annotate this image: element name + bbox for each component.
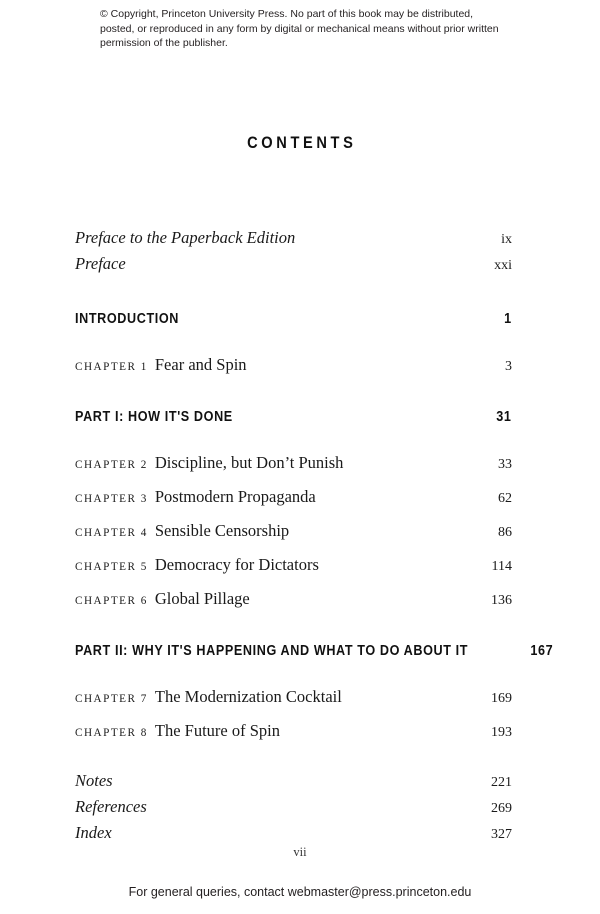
- toc-entry-page: 1: [504, 311, 512, 327]
- chapter-number: CHAPTER 6: [75, 595, 148, 607]
- toc-entry-label: [75, 589, 250, 609]
- toc-entry-notes[interactable]: [75, 771, 512, 797]
- toc-entry-introduction[interactable]: [75, 311, 512, 331]
- toc-entry-label: [75, 687, 342, 707]
- chapter-number: CHAPTER 3: [75, 493, 148, 505]
- toc-entry-chapter-5[interactable]: [75, 555, 512, 578]
- general-queries-line: For general queries, contact webmaster@press.princeton.edu: [128, 885, 472, 899]
- toc-entry-page: 62: [498, 491, 512, 506]
- chapter-title: Democracy for Dictators: [154, 555, 319, 574]
- toc-entry-chapter-2[interactable]: [75, 453, 512, 476]
- chapter-title: Postmodern Propaganda: [154, 487, 316, 506]
- toc-entry-label: References: [75, 797, 147, 816]
- spacer: [75, 578, 512, 589]
- page-folio: vii: [293, 845, 307, 859]
- toc-entry-page: 221: [491, 775, 512, 790]
- toc-entry-page: 327: [491, 827, 512, 842]
- spacer: [75, 544, 512, 555]
- toc-entry-page: 31: [496, 409, 512, 425]
- spacer: [75, 280, 512, 311]
- toc-entry-page: 33: [498, 457, 512, 472]
- toc-entry-label: PART I: HOW IT'S DONE: [75, 409, 233, 425]
- chapter-title: The Future of Spin: [154, 721, 280, 740]
- toc-entry-label: Index: [75, 823, 112, 842]
- toc-entry-page: ix: [501, 232, 512, 247]
- spacer: [75, 476, 512, 487]
- toc-entry-chapter-7[interactable]: [75, 687, 512, 710]
- toc-entry-preface-paperback[interactable]: [75, 228, 512, 254]
- toc-entry-chapter-6[interactable]: [75, 589, 512, 612]
- toc-entry-page: 3: [505, 359, 512, 374]
- toc-entry-page: 169: [491, 691, 512, 706]
- spacer: [75, 331, 512, 355]
- toc-entry-page: 193: [491, 725, 512, 740]
- toc-entry-preface[interactable]: [75, 254, 512, 280]
- spacer: [75, 612, 512, 643]
- chapter-title: Fear and Spin: [154, 355, 247, 374]
- spacer: [75, 510, 512, 521]
- spacer: [75, 429, 512, 453]
- toc-entry-label: Notes: [75, 771, 113, 790]
- toc-entry-page: 167: [530, 643, 554, 659]
- toc-entry-label: [75, 721, 280, 741]
- chapter-title: Discipline, but Don’t Punish: [154, 453, 344, 472]
- spacer: [75, 710, 512, 721]
- toc-entry-chapter-4[interactable]: [75, 521, 512, 544]
- chapter-number: CHAPTER 4: [75, 527, 148, 539]
- toc-entry-label: [75, 521, 289, 541]
- toc-entry-part-2[interactable]: [75, 643, 554, 663]
- toc-entry-page: xxi: [494, 258, 512, 273]
- toc-entry-label: Preface to the Paperback Edition: [75, 228, 296, 247]
- copyright-notice: © Copyright, Princeton University Press. No part of this book may be distributed, posted, or reproduced in any form by digital or mechanical means without prior written permission of the publisher.: [100, 8, 499, 50]
- chapter-number: CHAPTER 1: [75, 361, 148, 373]
- toc-entry-chapter-1[interactable]: [75, 355, 512, 378]
- chapter-title: The Modernization Cocktail: [154, 687, 342, 706]
- toc-entry-label: INTRODUCTION: [75, 311, 180, 327]
- toc-entry-label: [75, 487, 316, 507]
- toc-entry-label: PART II: WHY IT'S HAPPENING AND WHAT TO DO ABOUT IT: [75, 643, 469, 659]
- page-title: CONTENTS: [247, 133, 357, 152]
- chapter-title: Global Pillage: [154, 589, 250, 608]
- toc-entry-page: 86: [498, 525, 512, 540]
- toc-entry-chapter-3[interactable]: [75, 487, 512, 510]
- chapter-number: CHAPTER 8: [75, 727, 148, 739]
- toc-entry-page: 269: [491, 801, 512, 816]
- chapter-title: Sensible Censorship: [154, 521, 290, 540]
- toc-entry-page: 136: [491, 593, 512, 608]
- chapter-number: CHAPTER 2: [75, 459, 148, 471]
- toc-entry-references[interactable]: [75, 797, 512, 823]
- toc-entry-part-1[interactable]: [75, 409, 512, 429]
- toc-entry-label: [75, 555, 319, 575]
- spacer: [75, 663, 512, 687]
- toc-entry-label: [75, 453, 343, 473]
- toc-entry-page: 114: [491, 559, 512, 574]
- spacer: [75, 378, 512, 409]
- spacer: [75, 744, 512, 771]
- toc-entry-label: Preface: [75, 254, 126, 273]
- chapter-number: CHAPTER 7: [75, 693, 148, 705]
- toc-entry-label: [75, 355, 247, 375]
- table-of-contents: [75, 228, 554, 849]
- toc-entry-chapter-8[interactable]: [75, 721, 512, 744]
- chapter-number: CHAPTER 5: [75, 561, 148, 573]
